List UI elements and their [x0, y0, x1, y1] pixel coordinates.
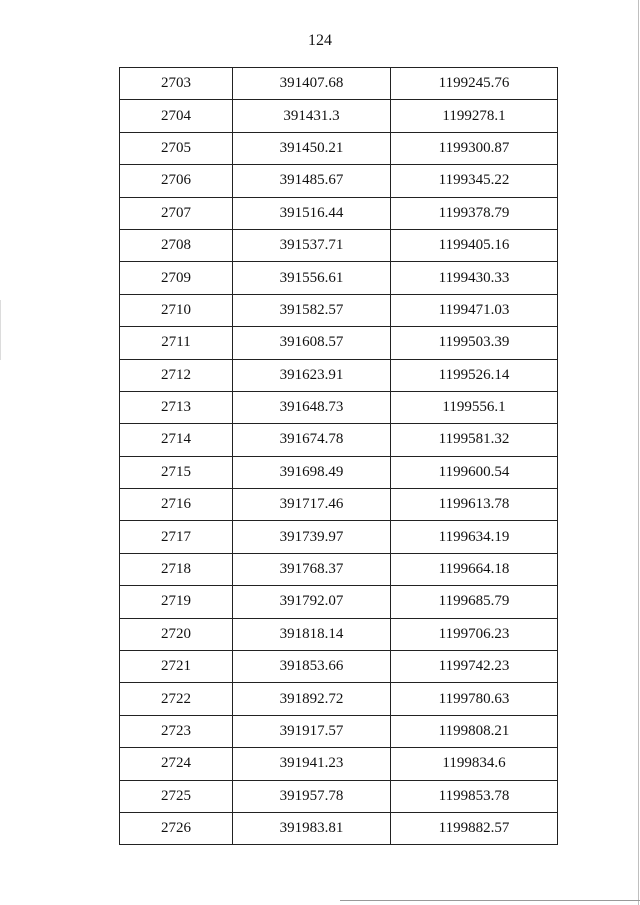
table-row [120, 748, 558, 780]
point-id-cell: 2714 [120, 424, 233, 456]
table-row [120, 812, 558, 844]
scan-edge-right [638, 0, 639, 905]
point-id-cell: 2716 [120, 489, 233, 521]
table-row [120, 262, 558, 294]
x-coordinate-cell: 391407.68 [233, 68, 391, 100]
x-coordinate-cell: 391957.78 [233, 780, 391, 812]
x-coordinate-cell: 391698.49 [233, 456, 391, 488]
point-id-cell: 2723 [120, 715, 233, 747]
table-row [120, 715, 558, 747]
table-row [120, 229, 558, 261]
table-row [120, 294, 558, 326]
point-id-cell: 2721 [120, 651, 233, 683]
point-id-cell: 2708 [120, 229, 233, 261]
point-id-cell: 2726 [120, 812, 233, 844]
x-coordinate-cell: 391917.57 [233, 715, 391, 747]
x-coordinate-cell: 391717.46 [233, 489, 391, 521]
x-coordinate-cell: 391431.3 [233, 100, 391, 132]
x-coordinate-cell: 391608.57 [233, 327, 391, 359]
y-coordinate-cell: 1199556.1 [391, 391, 558, 423]
table-row [120, 521, 558, 553]
y-coordinate-cell: 1199245.76 [391, 68, 558, 100]
x-coordinate-cell: 391623.91 [233, 359, 391, 391]
y-coordinate-cell: 1199300.87 [391, 132, 558, 164]
y-coordinate-cell: 1199808.21 [391, 715, 558, 747]
point-id-cell: 2724 [120, 748, 233, 780]
table-row [120, 424, 558, 456]
y-coordinate-cell: 1199780.63 [391, 683, 558, 715]
x-coordinate-cell: 391768.37 [233, 553, 391, 585]
x-coordinate-cell: 391516.44 [233, 197, 391, 229]
y-coordinate-cell: 1199834.6 [391, 748, 558, 780]
x-coordinate-cell: 391485.67 [233, 165, 391, 197]
y-coordinate-cell: 1199430.33 [391, 262, 558, 294]
point-id-cell: 2713 [120, 391, 233, 423]
x-coordinate-cell: 391853.66 [233, 651, 391, 683]
table-row [120, 68, 558, 100]
x-coordinate-cell: 391648.73 [233, 391, 391, 423]
y-coordinate-cell: 1199613.78 [391, 489, 558, 521]
point-id-cell: 2719 [120, 586, 233, 618]
x-coordinate-cell: 391582.57 [233, 294, 391, 326]
y-coordinate-cell: 1199503.39 [391, 327, 558, 359]
point-id-cell: 2710 [120, 294, 233, 326]
table-row [120, 489, 558, 521]
point-id-cell: 2718 [120, 553, 233, 585]
table-row [120, 359, 558, 391]
table-row [120, 586, 558, 618]
table-row [120, 100, 558, 132]
scan-edge-bottom [340, 900, 640, 901]
table-row [120, 780, 558, 812]
x-coordinate-cell: 391892.72 [233, 683, 391, 715]
point-id-cell: 2712 [120, 359, 233, 391]
y-coordinate-cell: 1199882.57 [391, 812, 558, 844]
point-id-cell: 2725 [120, 780, 233, 812]
table-row [120, 651, 558, 683]
y-coordinate-cell: 1199526.14 [391, 359, 558, 391]
x-coordinate-cell: 391537.71 [233, 229, 391, 261]
point-id-cell: 2722 [120, 683, 233, 715]
y-coordinate-cell: 1199405.16 [391, 229, 558, 261]
point-id-cell: 2706 [120, 165, 233, 197]
point-id-cell: 2711 [120, 327, 233, 359]
y-coordinate-cell: 1199742.23 [391, 651, 558, 683]
x-coordinate-cell: 391818.14 [233, 618, 391, 650]
table-row [120, 391, 558, 423]
y-coordinate-cell: 1199345.22 [391, 165, 558, 197]
point-id-cell: 2717 [120, 521, 233, 553]
x-coordinate-cell: 391450.21 [233, 132, 391, 164]
x-coordinate-cell: 391983.81 [233, 812, 391, 844]
point-id-cell: 2715 [120, 456, 233, 488]
table-row [120, 132, 558, 164]
table-row [120, 618, 558, 650]
y-coordinate-cell: 1199685.79 [391, 586, 558, 618]
point-id-cell: 2703 [120, 68, 233, 100]
y-coordinate-cell: 1199471.03 [391, 294, 558, 326]
page-number: 124 [308, 32, 332, 49]
y-coordinate-cell: 1199378.79 [391, 197, 558, 229]
point-id-cell: 2704 [120, 100, 233, 132]
table-row [120, 327, 558, 359]
point-id-cell: 2707 [120, 197, 233, 229]
y-coordinate-cell: 1199600.54 [391, 456, 558, 488]
x-coordinate-cell: 391941.23 [233, 748, 391, 780]
x-coordinate-cell: 391556.61 [233, 262, 391, 294]
x-coordinate-cell: 391792.07 [233, 586, 391, 618]
y-coordinate-cell: 1199853.78 [391, 780, 558, 812]
y-coordinate-cell: 1199706.23 [391, 618, 558, 650]
table-row [120, 197, 558, 229]
scan-edge-left [0, 300, 1, 360]
point-id-cell: 2720 [120, 618, 233, 650]
y-coordinate-cell: 1199664.18 [391, 553, 558, 585]
y-coordinate-cell: 1199278.1 [391, 100, 558, 132]
table-row [120, 553, 558, 585]
y-coordinate-cell: 1199581.32 [391, 424, 558, 456]
coordinate-table-body [120, 68, 558, 845]
table-row [120, 456, 558, 488]
point-id-cell: 2709 [120, 262, 233, 294]
x-coordinate-cell: 391739.97 [233, 521, 391, 553]
y-coordinate-cell: 1199634.19 [391, 521, 558, 553]
coordinate-table [119, 67, 558, 845]
table-row [120, 165, 558, 197]
table-row [120, 683, 558, 715]
x-coordinate-cell: 391674.78 [233, 424, 391, 456]
point-id-cell: 2705 [120, 132, 233, 164]
